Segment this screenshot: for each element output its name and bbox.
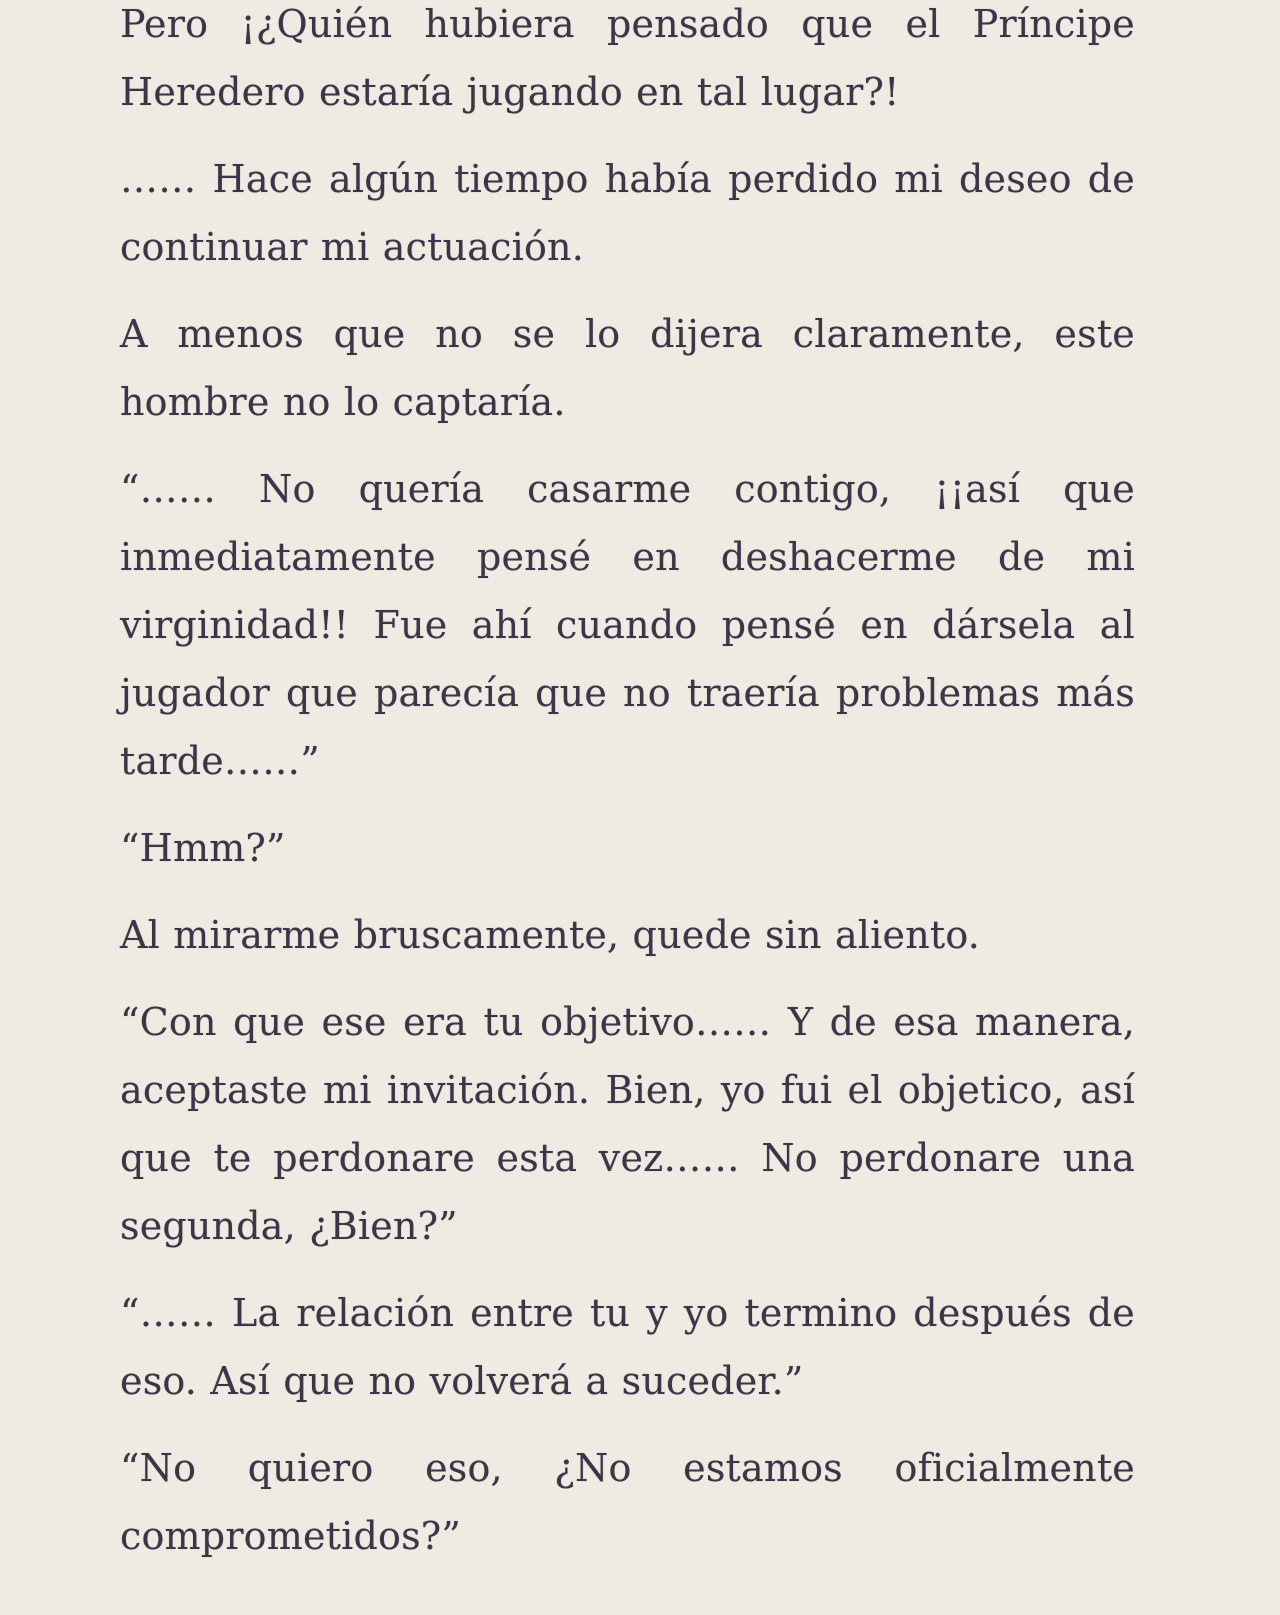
paragraph-6: Al mirarme bruscamente, quede sin aliento. (120, 913, 981, 957)
text-column (120, 0, 1135, 1570)
paragraph-7: “Con que ese era tu objetivo…… Y de esa manera, aceptaste mi invitación. Bien, yo fui el objetico, así que te perdonare esta vez…… No perdonare una segunda, ¿Bien?” (120, 1000, 1135, 1248)
paragraph-8: “…… La relación entre tu y yo termino después de eso. Así que no volverá a suceder.” (120, 1291, 1135, 1403)
paragraph-4: “…… No quería casarme contigo, ¡¡así que inmediatamente pensé en deshacerme de mi virginidad!! Fue ahí cuando pensé en dársela al jugador que parecía que no traería problemas más tarde……” (120, 467, 1135, 783)
paragraph-3: A menos que no se lo dijera claramente, este hombre no lo captaría. (120, 312, 1135, 424)
paragraph-1: Pero ¡¿Quién hubiera pensado que el Príncipe Heredero estaría jugando en tal lugar?! (120, 2, 1135, 114)
paragraph-9: “No quiero eso, ¿No estamos oficialmente comprometidos?” (120, 1446, 1135, 1558)
paragraph-5: “Hmm?” (120, 826, 286, 870)
paragraph-2: …… Hace algún tiempo había perdido mi deseo de continuar mi actuación. (120, 157, 1135, 269)
